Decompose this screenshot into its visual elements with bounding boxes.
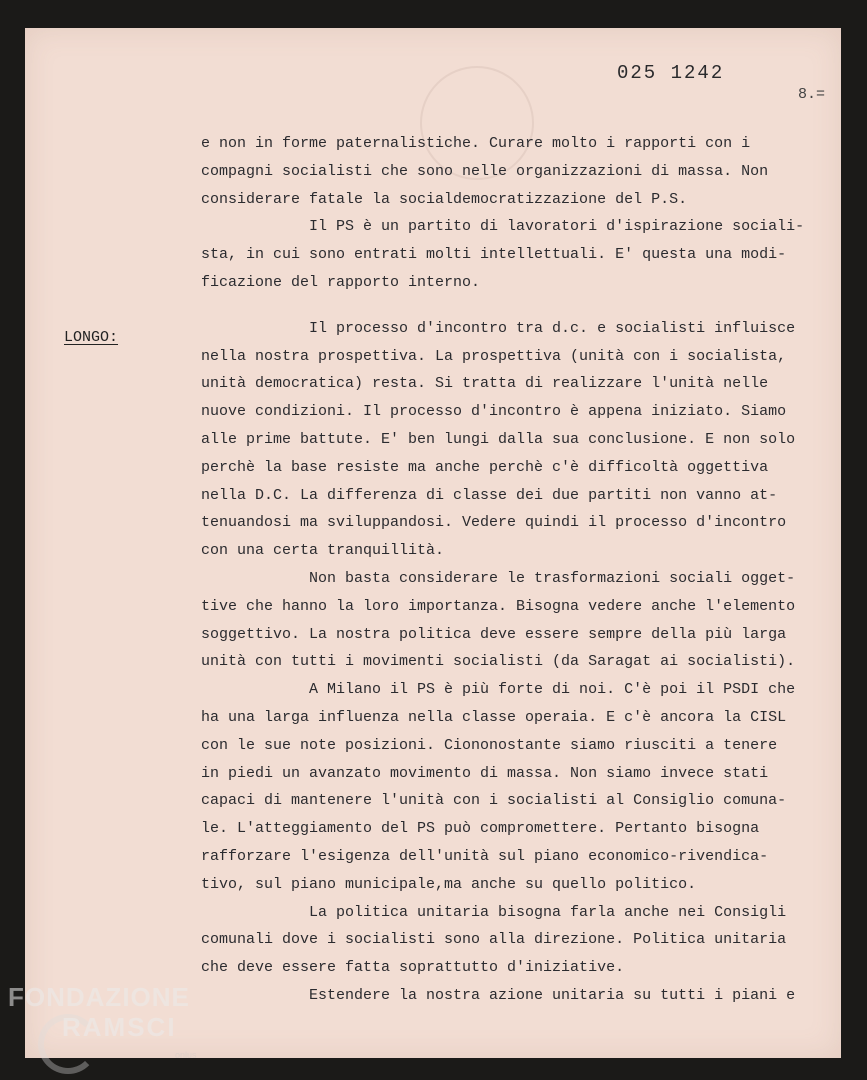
page-number: 8.= xyxy=(798,86,826,103)
watermark-logo xyxy=(8,984,190,1040)
paragraph-gap xyxy=(201,297,841,315)
text-line: compagni socialisti che sono nelle organizzazioni di massa. Non xyxy=(201,162,769,180)
text-line: rafforzare l'esigenza dell'unità sul piano economico-rivendica- xyxy=(201,847,769,865)
text-line: le. L'atteggiamento del PS può compromettere. Pertanto bisogna xyxy=(201,820,760,838)
text-line: con una certa tranquillità. xyxy=(201,542,445,560)
text-line: Il PS è un partito di lavoratori d'ispirazione sociali- xyxy=(201,218,805,236)
text-line: considerare fatale la socialdemocratizzazione del P.S. xyxy=(201,190,688,208)
text-line: che deve essere fatta soprattutto d'iniziative. xyxy=(201,959,625,977)
text-line: e non in forme paternalistiche. Curare molto i rapporti con i xyxy=(201,135,751,152)
text-line: alle prime battute. E' ben lungi dalla sua conclusione. E non solo xyxy=(201,430,796,448)
text-line: perchè la base resiste ma anche perchè c'è difficoltà oggettiva xyxy=(201,458,769,476)
text-line: Estendere la nostra azione unitaria su tutti i piani e xyxy=(201,986,796,1004)
text-line: Non basta considerare le trasformazioni sociali ogget- xyxy=(201,569,796,587)
watermark-line: FONDAZIONE xyxy=(8,982,190,1012)
document-body xyxy=(201,130,841,1010)
archive-number: 025 1242 xyxy=(617,62,725,84)
text-line: sta, in cui sono entrati molti intellettuali. E' questa una modi- xyxy=(201,246,787,264)
paragraph xyxy=(201,899,841,982)
text-line: con le sue note posizioni. Ciononostante siamo riusciti a tenere xyxy=(201,736,778,754)
text-line: capaci di mantenere l'unità con i socialisti al Consiglio comuna- xyxy=(201,792,787,810)
paragraph xyxy=(201,565,841,676)
text-line: ficazione del rapporto interno. xyxy=(201,273,481,291)
text-line: La politica unitaria bisogna farla anche nei Consigli xyxy=(201,903,787,921)
text-line: A Milano il PS è più forte di noi. C'è poi il PSDI che xyxy=(201,681,796,699)
watermark-onlus: onlus xyxy=(175,1050,197,1060)
paragraph xyxy=(201,213,841,296)
paragraph xyxy=(201,315,841,565)
text-line: comunali dove i socialisti sono alla direzione. Politica unitaria xyxy=(201,931,787,949)
speaker-label: LONGO: xyxy=(64,329,119,346)
text-line: Il processo d'incontro tra d.c. e socialisti influisce xyxy=(201,319,796,337)
text-line: tenuandosi ma sviluppandosi. Vedere quindi il processo d'incontro xyxy=(201,514,787,532)
text-line: nuove condizioni. Il processo d'incontro è appena iniziato. Siamo xyxy=(201,403,787,421)
text-line: unità democratica) resta. Si tratta di realizzare l'unità nelle xyxy=(201,375,769,393)
text-line: in piedi un avanzato movimento di massa. Non siamo invece stati xyxy=(201,764,769,782)
text-line: ha una larga influenza nella classe operaia. E c'è ancora la CISL xyxy=(201,708,787,726)
text-line: tive che hanno la loro importanza. Bisogna vedere anche l'elemento xyxy=(201,597,796,615)
text-line: soggettivo. La nostra politica deve essere sempre della più larga xyxy=(201,625,787,643)
text-line: tivo, sul piano municipale,ma anche su quello politico. xyxy=(201,875,697,893)
paragraph xyxy=(201,982,841,1010)
paragraph xyxy=(201,676,841,898)
text-line: nella D.C. La differenza di classe dei due partiti non vanno at- xyxy=(201,486,778,504)
paragraph xyxy=(201,130,841,213)
watermark-line: RAMSCI xyxy=(62,1012,177,1042)
text-line: unità con tutti i movimenti socialisti (da Saragat ai socialisti). xyxy=(201,653,796,671)
text-line: nella nostra prospettiva. La prospettiva (unità con i socialista, xyxy=(201,347,787,365)
